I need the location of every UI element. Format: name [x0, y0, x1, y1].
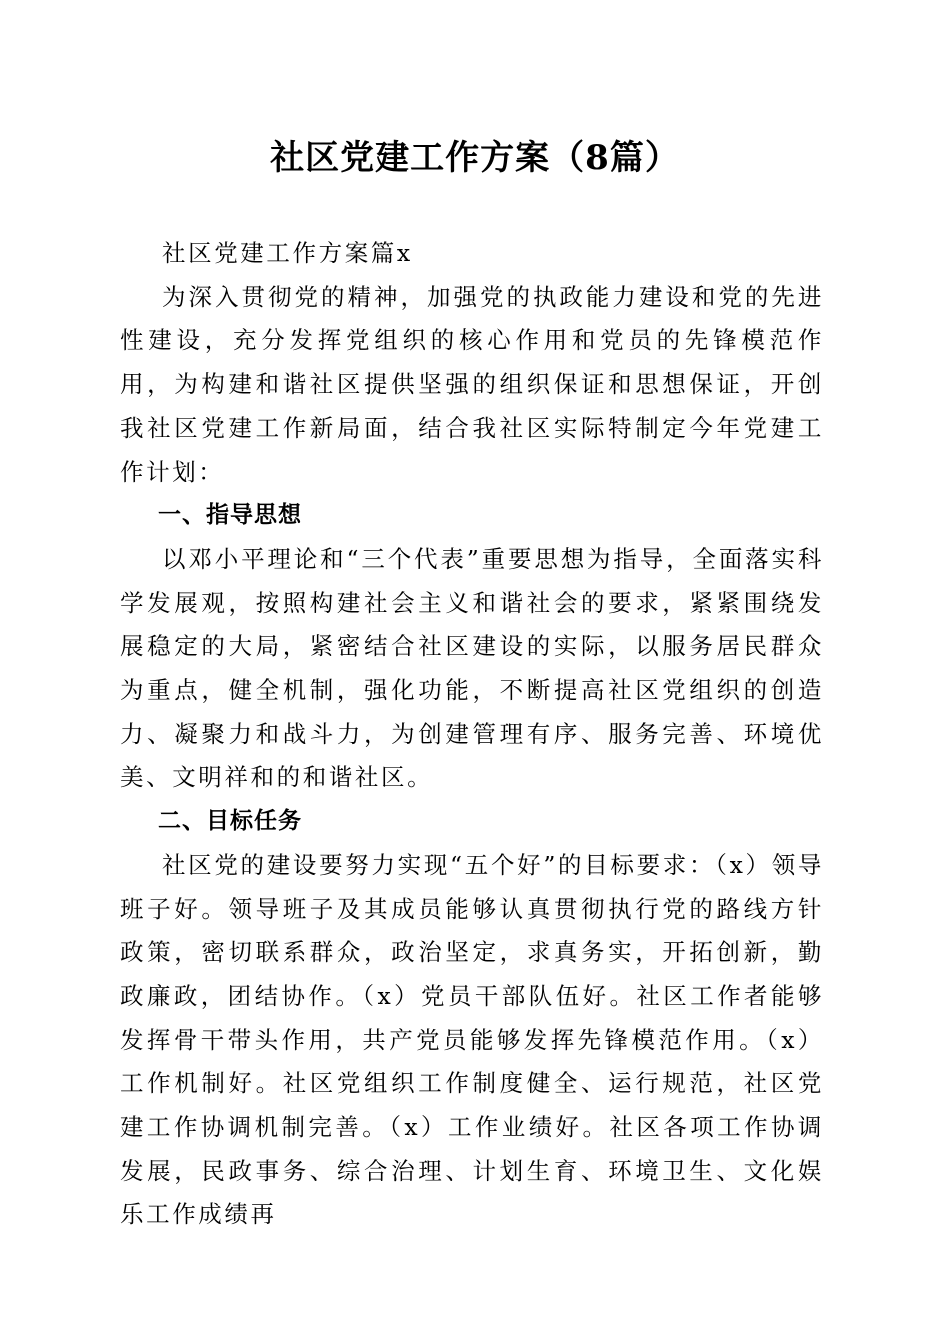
document-subtitle: 社区党建工作方案篇x	[162, 239, 413, 267]
guiding-thought-paragraph: 以邓小平理论和“三个代表”重要思想为指导，全面落实科学发展观，按照构建社会主义和谐社会的要求，紧紧围绕发展稳定的大局，紧密结合社区建设的实际，以服务居民群众为重点，健全机制，强化功能，不断提高社区党组织的创造力、凝聚力和战斗力，为创建管理有序、服务完善、环境优美、文明祥和的和谐社区。	[120, 544, 824, 792]
goals-paragraph: 社区党的建设要努力实现“五个好”的目标要求：（x）领导班子好。领导班子及其成员能够认真贯彻执行党的路线方针政策，密切联系群众，政治坚定，求真务实，开拓创新，勤政廉政，团结协作。（x）党员干部队伍好。社区工作者能够发挥骨干带头作用，共产党员能够发挥先锋模范作用。（x）工作机制好。社区党组织工作制度健全、运行规范，社区党建工作协调机制完善。（x）工作业绩好。社区各项工作协调发展，民政事务、综合治理、计划生育、环境卫生、文化娱乐工作成绩再	[120, 850, 824, 1229]
intro-paragraph: 为深入贯彻党的精神，加强党的执政能力建设和党的先进性建设，充分发挥党组织的核心作用和党员的先锋模范作用，为构建和谐社区提供坚强的组织保证和思想保证，开创我社区党建工作新局面，结合我社区实际特制定今年党建工作计划：	[120, 282, 824, 486]
document-title: 社区党建工作方案（8篇）	[270, 138, 680, 178]
section-heading-goals: 二、目标任务	[158, 808, 302, 835]
document-body	[120, 232, 824, 1237]
section-heading-guiding-thought: 一、指导思想	[158, 502, 302, 529]
